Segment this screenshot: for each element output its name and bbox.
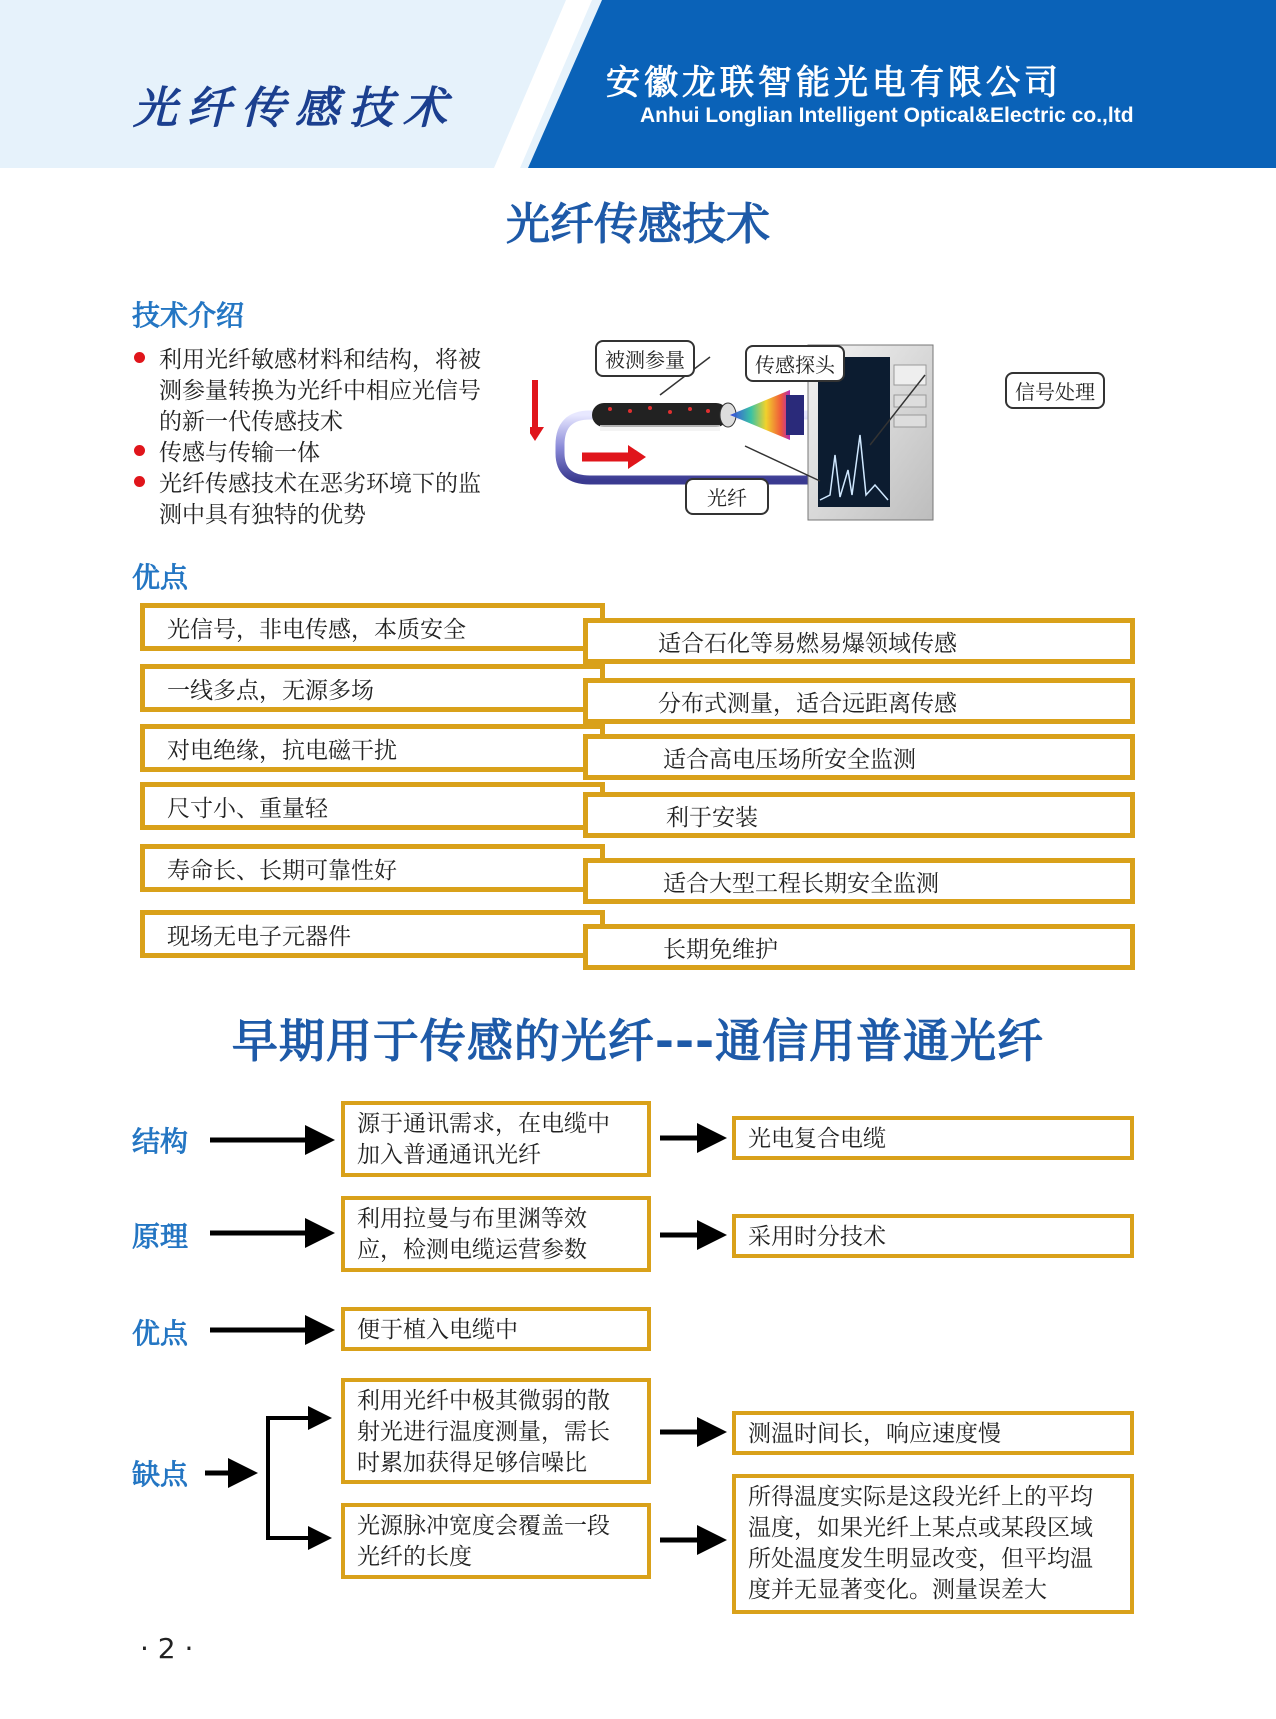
bullet-item: 传感与传输一体 xyxy=(134,438,534,469)
callout-measured: 被测参量 xyxy=(595,340,695,377)
page-title: 光纤传感技术 xyxy=(506,199,770,250)
callout-signal: 信号处理 xyxy=(1005,372,1105,409)
label-disadvantage: 缺点 xyxy=(132,1458,189,1491)
company-name-cn: 安徽龙联智能光电有限公司 xyxy=(606,63,1062,103)
structure-mid-box: 源于通讯需求，在电缆中 加入普通通讯光纤 xyxy=(341,1101,651,1177)
adv-right-6: 长期免维护 xyxy=(583,924,1135,970)
page-number: · 2 · xyxy=(140,1632,194,1665)
disadvantage-b-mid-box: 光源脉冲宽度会覆盖一段 光纤的长度 xyxy=(341,1503,651,1579)
bullet-item: 光纤传感技术在恶劣环境下的监 xyxy=(134,469,534,500)
adv-right-4: 利于安装 xyxy=(583,792,1135,838)
adv-right-3: 适合高电压场所安全监测 xyxy=(583,734,1135,780)
principle-mid-box: 利用拉曼与布里渊等效 应，检测电缆运营参数 xyxy=(341,1196,651,1272)
label-structure: 结构 xyxy=(132,1125,189,1158)
disadvantage-a-mid-box: 利用光纤中极其微弱的散 射光进行温度测量，需长 时累加获得足够信噪比 xyxy=(341,1378,651,1484)
adv-right-1: 适合石化等易燃易爆领域传感 xyxy=(583,618,1135,664)
advantage-mid-box: 便于植入电缆中 xyxy=(341,1307,651,1351)
adv-right-2: 分布式测量，适合远距离传感 xyxy=(583,678,1135,724)
label-advantage: 优点 xyxy=(132,1317,189,1350)
adv-left-1: 光信号，非电传感，本质安全 xyxy=(140,603,605,651)
callout-probe: 传感探头 xyxy=(745,345,845,382)
adv-left-6: 现场无电子元器件 xyxy=(140,910,605,958)
callout-fiber: 光纤 xyxy=(685,478,769,515)
adv-left-3: 对电绝缘，抗电磁干扰 xyxy=(140,724,605,772)
early-fiber-title: 早期用于传感的光纤---通信用普通光纤 xyxy=(231,1014,1045,1068)
intro-bullets: 利用光纤敏感材料和结构，将被 测参量转换为光纤中相应光信号 的新一代传感技术 传感与传输一体 光纤传感技术在恶劣环境下的监 测中具有独特的优势 xyxy=(134,345,534,531)
adv-left-2: 一线多点，无源多场 xyxy=(140,664,605,712)
adv-right-5: 适合大型工程长期安全监测 xyxy=(583,858,1135,904)
bullet-item: 利用光纤敏感材料和结构，将被 xyxy=(134,345,534,376)
label-principle: 原理 xyxy=(132,1220,189,1253)
disadvantage-b-right-box: 所得温度实际是这段光纤上的平均 温度，如果光纤上某点或某段区域 所处温度发生明显改变，但平均温 度并无显著变化。测量误差大 xyxy=(732,1474,1134,1614)
adv-left-5: 寿命长、长期可靠性好 xyxy=(140,844,605,892)
disadvantage-a-right-box: 测温时间长，响应速度慢 xyxy=(732,1411,1134,1455)
principle-right-box: 采用时分技术 xyxy=(732,1214,1134,1258)
intro-title: 技术介绍 xyxy=(132,299,245,332)
structure-right-box: 光电复合电缆 xyxy=(732,1116,1134,1160)
company-name-en: Anhui Longlian Intelligent Optical&Electric co.,ltd xyxy=(640,104,1134,127)
header-left-title: 光纤传感技术 xyxy=(133,83,457,134)
advantages-title: 优点 xyxy=(132,561,189,594)
adv-left-4: 尺寸小、重量轻 xyxy=(140,782,605,830)
